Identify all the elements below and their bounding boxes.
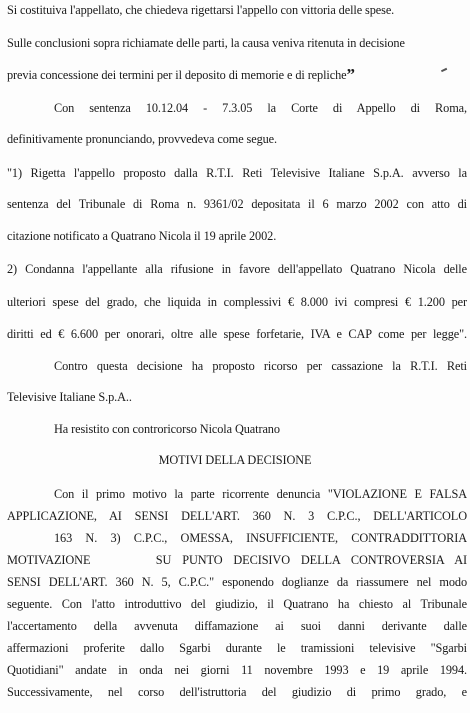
- text-line-5: definitivamente pronunciando, provvedeva come segue.: [7, 132, 278, 146]
- text-line-9: 2) Condanna l'appellante alla rifusione in favore dell'appellato Quatrano Nicola delle: [7, 262, 467, 276]
- text-line-12: Contro questa decisione ha proposto ricorso per cassazione la R.T.I. Reti: [54, 359, 467, 373]
- text-line-14: Ha resistito con controricorso Nicola Quatrano: [54, 422, 280, 436]
- text-line-16: Con il primo motivo la parte ricorrente denuncia "VIOLAZIONE E FALSA: [54, 487, 467, 501]
- text-line-3-text: previa concessione dei termini per il deposito di memorie e di repliche: [7, 68, 347, 82]
- text-line-1: Si costituiva l'appellato, che chiedeva rigettarsi l'appello con vittoria delle spese.: [7, 3, 395, 17]
- text-line-23: affermazioni proferite dallo Sgarbi durante le tramissioni televisive "Sgarbi: [7, 641, 467, 655]
- section-heading: MOTIVI DELLA DECISIONE: [158, 453, 312, 467]
- text-line-17: APPLICAZIONE, AI SENSI DELL'ART. 360 N. 3 C.P.C., DELL'ARTICOLO: [7, 509, 467, 523]
- text-line-18: 163 N. 3) C.P.C., OMESSA, INSUFFICIENTE, CONTRADDITTORIA: [54, 531, 467, 545]
- pen-mark: [441, 68, 447, 72]
- text-line-19: MOTIVAZIONE SU PUNTO DECISIVO DELLA CONTROVERSIA AI: [7, 553, 467, 567]
- closing-quote-mark: ”: [346, 65, 355, 84]
- text-line-2: Sulle conclusioni sopra richiamate delle parti, la causa veniva ritenuta in decisione: [7, 36, 405, 50]
- text-line-7: sentenza del Tribunale di Roma n. 9361/02 depositata il 6 marzo 2002 con atto di: [7, 197, 467, 211]
- text-line-20: SENSI DELL'ART. 360 N. 5, C.P.C." esponendo doglianze da riassumere nel modo: [7, 575, 467, 589]
- text-line-13: Televisive Italiane S.p.A..: [7, 390, 132, 404]
- text-line-22: l'accertamento della avvenuta diffamazione ai suoi danni derivante dalle: [7, 619, 467, 633]
- text-line-11: diritti ed € 6.600 per onorari, oltre alle spese forfetarie, IVA e CAP come per legge".: [7, 327, 467, 341]
- text-line-3: [7, 66, 355, 83]
- text-line-4: Con sentenza 10.12.04 - 7.3.05 la Corte di Appello di Roma,: [54, 101, 467, 115]
- text-line-24: Quotidiani" andate in onda nei giorni 11 novembre 1993 e 19 aprile 1994.: [7, 663, 467, 677]
- text-line-25: Successivamente, nel corso dell'istruttoria del giudizio di primo grado, e: [7, 685, 467, 699]
- text-line-10: ulteriori spese del grado, che liquida in complessivi € 8.000 ivi compresi € 1.200 per: [7, 295, 467, 309]
- text-line-8: citazione notificato a Quatrano Nicola il 19 aprile 2002.: [7, 229, 277, 243]
- text-line-6: "1) Rigetta l'appello proposto dalla R.T.I. Reti Televisive Italiane S.p.A. avverso la: [7, 166, 467, 180]
- text-line-21: seguente. Con l'atto introduttivo del giudizio, il Quatrano ha chiesto al Tribunale: [7, 597, 467, 611]
